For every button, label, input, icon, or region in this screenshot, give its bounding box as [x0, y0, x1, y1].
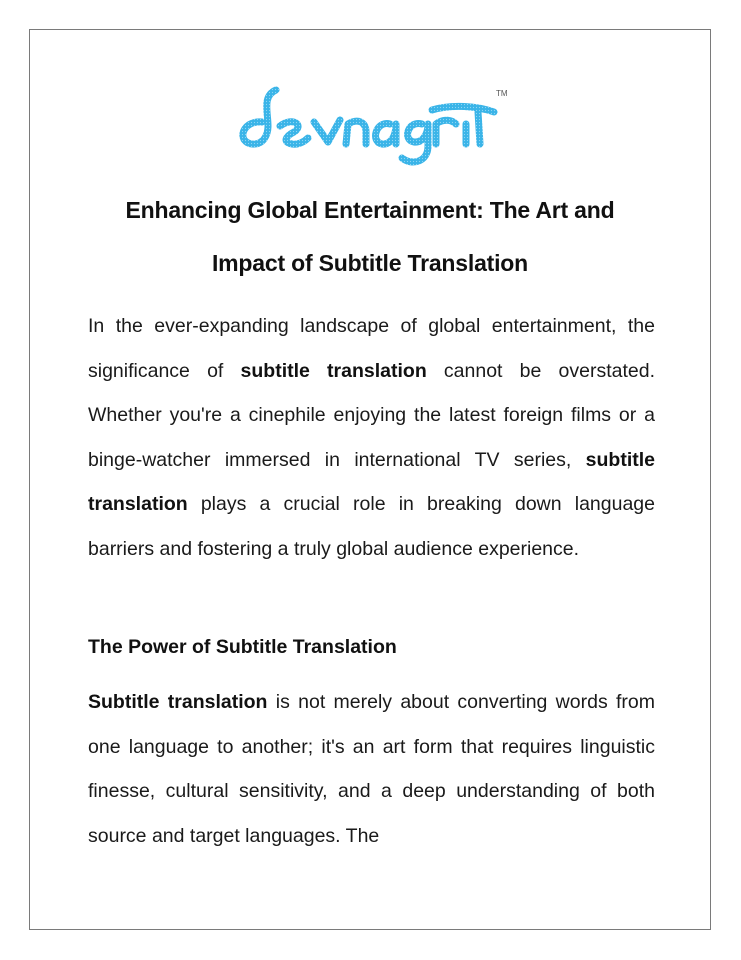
intro-text-2: cannot be overstated. Whether you're a cinephile enjoying the latest foreign films or a binge-watcher immersed in international TV series,: [88, 359, 655, 471]
intro-bold-2: subtitle translation: [88, 448, 655, 515]
trademark-mark: TM: [496, 89, 508, 98]
intro-bold-1: subtitle translation: [240, 359, 427, 382]
page-title-line-2: Impact of Subtitle Translation: [211, 250, 529, 276]
page-title-line-1: Enhancing Global Entertainment: The Art and: [125, 197, 615, 223]
intro-text-1: In the ever-expanding landscape of global entertainment, the significance of: [88, 315, 655, 382]
intro-paragraph: [88, 304, 655, 571]
page-title: [60, 184, 680, 290]
intro-text-3: plays a crucial role in breaking down language barriers and fostering a truly global audience experience.: [88, 493, 655, 560]
devnagri-logo: [232, 82, 514, 172]
section-paragraph: [88, 680, 655, 858]
section-heading: The Power of Subtitle Translation: [88, 636, 397, 658]
section-bold-1: Subtitle translation: [88, 691, 268, 713]
section-text-1: is not merely about converting words from one language to another; it's an art form that requires linguistic finesse, cultural sensitivity, and a deep understanding of both source and target languages. The: [88, 691, 655, 847]
